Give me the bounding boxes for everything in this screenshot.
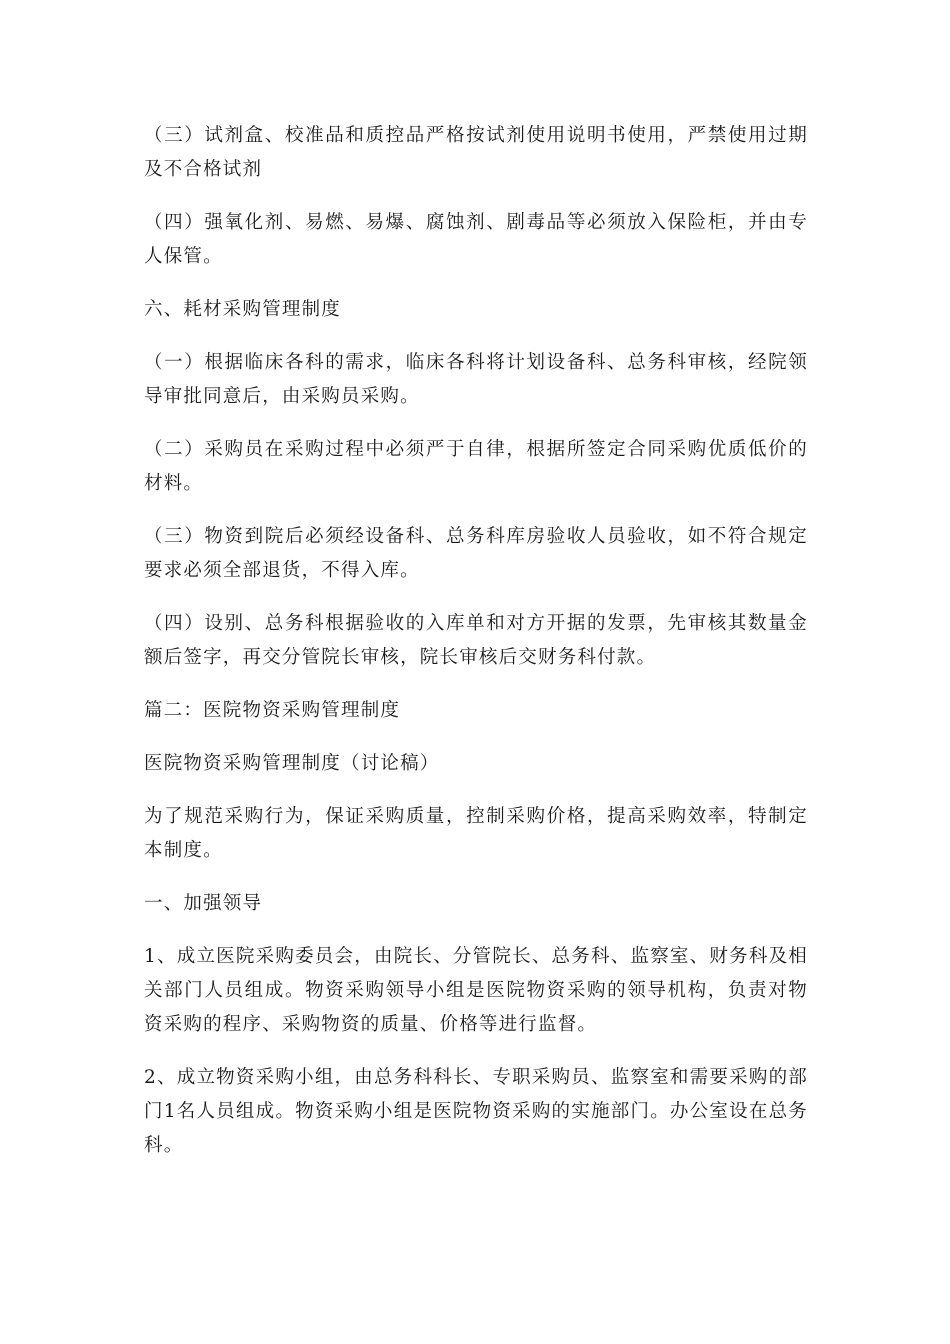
paragraph-payment-process: （四）设别、总务科根据验收的入库单和对方开据的发票，先审核其数量金额后签字，再交分管院长审核，院长审核后交财务科付款。 — [144, 613, 808, 668]
chapter-title: 篇二：医院物资采购管理制度 — [144, 700, 401, 721]
paragraph-committee: 1、成立医院采购委员会，由院长、分管院长、总务科、监察室、财务科及相关部门人员组成。物资采购领导小组是医院物资采购的领导机构，负责对物资采购的程序、采购物资的质量、价格等进行监督。 — [144, 946, 808, 1035]
section-heading-leadership: 一、加强领导 — [144, 893, 263, 914]
paragraph-purchasing-group: 2、成立物资采购小组，由总务科科长、专职采购员、监察室和需要采购的部门1名人员组成。物资采购小组是医院物资采购的实施部门。办公室设在总务科。 — [144, 1067, 808, 1156]
paragraph-hazardous-storage: （四）强氧化剂、易燃、易爆、腐蚀剂、剧毒品等必须放入保险柜，并由专人保管。 — [144, 212, 808, 267]
paragraph-acceptance-check: （三）物资到院后必须经设备科、总务科库房验收人员验收，如不符合规定要求必须全部退货，不得入库。 — [144, 526, 808, 581]
section-heading-consumables: 六、耗材采购管理制度 — [144, 299, 342, 320]
paragraph-purpose: 为了规范采购行为，保证采购质量，控制采购价格，提高采购效率，特制定本制度。 — [144, 806, 808, 861]
paragraph-purchase-approval: （一）根据临床各科的需求，临床各科将计划设备科、总务科审核，经院领导审批同意后，由采购员采购。 — [144, 352, 808, 407]
paragraph-buyer-discipline: （二）采购员在采购过程中必须严于自律，根据所签定合同采购优质低价的材料。 — [144, 439, 808, 494]
document-body — [144, 119, 808, 1182]
paragraph-reagent-usage: （三）试剂盒、校准品和质控品严格按试剂使用说明书使用，严禁使用过期及不合格试剂 — [144, 125, 808, 180]
document-title: 医院物资采购管理制度（讨论稿） — [144, 753, 440, 774]
